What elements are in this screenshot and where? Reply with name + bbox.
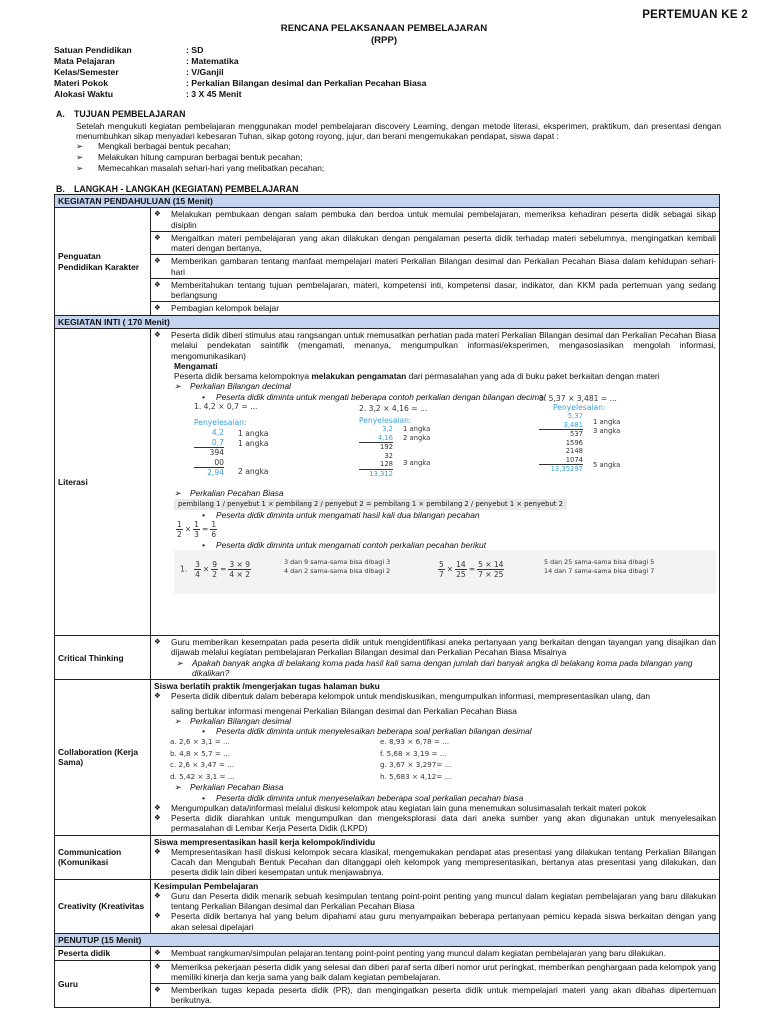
calc-line: 32 xyxy=(384,451,393,460)
task-text: Peserta didik diminta untuk mengati beberapa contoh perkalian dengan bilangan decimal xyxy=(216,391,546,402)
row-label-karakter: Penguatan Pendidikan Karakter xyxy=(55,208,151,315)
row-label-communication: Communication (Komunikasi xyxy=(55,835,151,879)
diamond-bullet-icon: ❖ xyxy=(154,330,161,340)
denominator: 2 xyxy=(212,570,218,579)
activity-text: Peserta didik bertanya hal yang belum dipahami atau guru menyampaikan beberapa pertanyaan pemicu kepada siswa berkaitan dengan yang akan selesai dipelajari xyxy=(171,911,716,932)
calc-line: 1596 xyxy=(565,438,583,447)
activity-text: Memberitahukan tentang tujuan pembelajaran, materi, kompetensi inti, kompetensi dasar, indikator, dan KKM pada pertemuan yang sedang berlangsung xyxy=(171,279,716,301)
section-number: A. xyxy=(56,109,65,119)
fraction-formula-row xyxy=(154,498,716,509)
denominator: 7 xyxy=(439,570,444,579)
activity-text: Peserta didik diarahkan untuk mengumpulkan dan mengeksplorasi data dari aneka sumber yang akan digunakan untuk menyelesaikan permasalahan di Lembar Kerja Peserta Didik (LKPD) xyxy=(171,813,716,834)
diamond-bullet-icon: ❖ xyxy=(154,948,161,958)
calc-note: 2 angka xyxy=(403,433,431,442)
frac-note: 3 dan 9 sama-sama bisa dibagi 3 xyxy=(284,558,391,566)
activity-item xyxy=(151,302,719,314)
calc-spacer xyxy=(403,442,430,459)
mengamati-heading: Mengamati xyxy=(174,360,218,371)
denominator: 4 × 2 xyxy=(229,570,250,579)
diamond-bullet-icon: ❖ xyxy=(154,846,161,856)
table-row xyxy=(55,947,720,960)
phase-pendahuluan: KEGIATAN PENDAHULUAN (15 Menit) xyxy=(55,195,720,208)
identity-row xyxy=(54,56,426,67)
activity-item xyxy=(154,847,716,878)
diamond-bullet-icon: ❖ xyxy=(154,802,161,812)
calc-note: 2 angka xyxy=(238,467,269,477)
fraction xyxy=(210,520,217,539)
subtopic-title: Perkalian Pecahan Biasa xyxy=(190,487,284,498)
activity-item xyxy=(154,803,716,813)
activity-item xyxy=(151,961,719,985)
activity-item xyxy=(151,279,719,303)
activity-text: Pembagian kelompok belajar xyxy=(171,303,280,314)
task-fraction xyxy=(154,793,716,803)
task-fraction-1 xyxy=(154,510,716,520)
arrow-bullet-icon: ➢ xyxy=(76,141,84,151)
activity-item xyxy=(154,637,716,658)
table-row xyxy=(55,680,720,836)
fraction xyxy=(228,560,251,579)
numerator: 1 xyxy=(194,519,199,529)
calc-line: 5,37 xyxy=(567,412,583,421)
activity-text: Memberikan tugas kepada peserta didik (PR), dan mengingatkan peserta didik untuk mempelajari materi yang akan dibahas dipertemuan berikutnya. xyxy=(171,985,716,1006)
calc-1 xyxy=(194,428,268,478)
solution-label: Penyelesaian: xyxy=(553,403,606,413)
creat-heading: Kesimpulan Pembelajaran xyxy=(154,880,259,891)
creativity-cell xyxy=(151,879,720,933)
calc-line: 13,312 xyxy=(369,469,393,478)
collaboration-cell xyxy=(151,680,720,836)
example-2 xyxy=(359,404,430,479)
diamond-bullet-icon: ❖ xyxy=(154,232,161,242)
calc-spacer xyxy=(238,448,268,467)
section-title: LANGKAH - LANGKAH (KEGIATAN) PEMBELAJARAN xyxy=(74,184,299,194)
dot-bullet-icon: • xyxy=(202,539,205,550)
fraction xyxy=(176,520,183,539)
task-text: Peserta didik diminta untuk menyelesaikan beberapa soal perkalian bilangan desimal xyxy=(216,726,532,737)
activity-item xyxy=(151,255,719,279)
activity-item xyxy=(154,948,716,958)
activity-item xyxy=(154,691,716,701)
fraction xyxy=(194,560,201,579)
calc-note: 1 angka xyxy=(403,425,431,434)
subtopic-title: Perkalian Pecahan Biasa xyxy=(190,782,284,793)
arrow-bullet-icon: ➢ xyxy=(76,152,84,162)
table-row xyxy=(55,835,720,879)
problem: e. 8,93 × 6,78 = ... xyxy=(380,737,450,747)
calc-line: 3,2 xyxy=(382,425,393,434)
calc-note: 3 angka xyxy=(593,426,621,435)
numerator: 1 xyxy=(211,519,217,529)
dot-bullet-icon: • xyxy=(202,509,205,520)
problem: d. 5,42 × 3,1 = ... xyxy=(170,771,235,781)
activity-text: Memeriksa pekerjaan peserta didik yang selesai dan diberi paraf serta diberi nomor urut peringkat, memberikan penghargaan pada kelompok yang memiliki kinerja dan kerja sama yang baik dalam kegiatan pembelajaran. xyxy=(171,961,716,982)
calc-line: 192 xyxy=(380,443,393,452)
identity-value: : V/Ganjil xyxy=(186,67,224,77)
activity-item xyxy=(154,330,716,361)
problem: h. 5,683 × 4,12= ... xyxy=(380,771,452,781)
diamond-bullet-icon: ❖ xyxy=(154,279,161,289)
identity-value: : 3 X 45 Menit xyxy=(186,89,242,99)
phase-penutup: PENUTUP (15 Menit) xyxy=(55,933,720,946)
task-text: Peserta didik diminta untuk menyeselaikan beberapa soal perkalian pecahan biasa xyxy=(216,792,524,803)
frac-example-1: 1. $\frac{3}{4}$ × $\frac{9}{2}$ = $\frac{3 \times 9}{4 \times 2}$ xyxy=(180,560,250,579)
fraction xyxy=(211,560,218,579)
critical-cell xyxy=(151,636,720,680)
section-number: B. xyxy=(56,184,65,194)
diamond-bullet-icon: ❖ xyxy=(154,985,161,995)
problem: b. 4,8 × 5,7 = ... xyxy=(170,748,231,758)
subtopic-title: Perkalian Bilangan desimal xyxy=(190,715,292,726)
calc-line: 537 xyxy=(570,430,583,439)
calc-note: 1 angka xyxy=(238,429,269,439)
frac-notes-1 xyxy=(284,558,390,576)
numerator: 3 xyxy=(195,560,200,569)
obs-pre: Peserta didik bersama kelompoknya xyxy=(174,371,312,382)
calc-note: 1 angka xyxy=(593,418,621,427)
diamond-bullet-icon: ❖ xyxy=(154,961,161,971)
table-row xyxy=(55,208,720,315)
example-3 xyxy=(539,394,620,473)
dot-bullet-icon: • xyxy=(202,792,205,803)
phase-inti: KEGIATAN INTI ( 170 Menit) xyxy=(55,315,720,328)
calc-line: 1074 xyxy=(539,456,583,465)
table-row xyxy=(55,879,720,933)
denominator: 25 xyxy=(456,570,466,579)
calc-notes xyxy=(238,428,268,478)
question-text: Apakah banyak angka di belakang koma pada hasil kali sama dengan jumlah dari banyak angka di belakang koma pada bilangan yang dikalikan? xyxy=(192,657,693,678)
example-1 xyxy=(194,402,268,478)
diamond-bullet-icon: ❖ xyxy=(154,256,161,266)
activity-item xyxy=(151,984,719,1007)
identity-key: Alokasi Waktu xyxy=(54,89,114,99)
identity-row xyxy=(54,45,426,56)
calc-note: 1 angka xyxy=(238,438,269,448)
row-label-critical: Critical Thinking xyxy=(55,636,151,680)
goal-text: Mengkali berbagai bentuk pecahan; xyxy=(98,141,231,151)
subtopic-title: Perkalian Bilangan decimal xyxy=(190,381,292,392)
diamond-bullet-icon: ❖ xyxy=(154,911,161,921)
denominator: 7 × 25 xyxy=(478,570,504,579)
calc-column xyxy=(194,428,224,478)
calc-line: 0,7 xyxy=(194,438,224,449)
subtopic-decimal xyxy=(154,381,716,391)
subtopic-decimal xyxy=(154,716,716,726)
section-title: TUJUAN PEMBELAJARAN xyxy=(74,109,186,119)
critical-question xyxy=(154,658,716,679)
goal-text: Melakukan hitung campuran berbagai bentuk pecahan; xyxy=(98,152,303,162)
pendahuluan-cell xyxy=(151,208,720,315)
example-problem: 3. 5,37 × 3,481 = ... xyxy=(539,393,617,403)
example-problem: 1. 4,2 × 0,7 = ... xyxy=(194,401,258,411)
phase-header-row xyxy=(55,315,720,328)
row-label-literasi: Literasi xyxy=(55,329,151,636)
activity-text: Melakukan pembukaan dengan salam pembuka dan berdoa untuk memulai pembelajaran, memeriksa kehadiran peserta didik sebagai sikap disiplin xyxy=(171,209,716,230)
calc-note: 5 angka xyxy=(593,461,621,470)
goals-list xyxy=(76,141,716,174)
calc-line: 2148 xyxy=(565,447,583,456)
arrow-bullet-icon: ➢ xyxy=(76,163,84,173)
goal-item xyxy=(76,163,716,174)
problem: g. 3,67 × 3,297= ... xyxy=(380,760,452,770)
fraction xyxy=(193,520,200,539)
frac-example-2: $\frac{5}{7}$ × $\frac{14}{25}$ = $\frac{5 \times 14}{7 \times 25}$ xyxy=(439,560,504,579)
identity-key: Mata Pelajaran xyxy=(54,56,115,66)
frac-note: 5 dan 25 sama-sama bisa dibagi 5 xyxy=(544,558,655,566)
identity-row xyxy=(54,89,426,100)
calc-line: 13,35297 xyxy=(550,464,583,473)
calc-column xyxy=(539,412,583,473)
calc-2 xyxy=(359,425,430,478)
solution-label: Penyelesaian: xyxy=(194,418,247,428)
identity-row xyxy=(54,67,426,78)
observation-text xyxy=(154,371,716,381)
identity-value: : Perkalian Bilangan desimal dan Perkalian Pecahan Biasa xyxy=(186,78,427,88)
section-a-intro: Setelah mengukuti kegiatan pembelajaran menggunakan model pembelajaran discovery Learning, dengan metode literasi, eksperimen, praktikum, dan presentasi dengan menumbuhkan sikap menyadari kebesaran Tuhan, sikap gotong royong, jujur, dan berani mengemukakan pendapat, siswa dapat : xyxy=(76,121,721,142)
activity-item xyxy=(154,911,716,932)
section-a-heading xyxy=(56,109,185,120)
activity-item xyxy=(151,232,719,256)
identity-row xyxy=(54,78,426,89)
numerator: 5 × 14 xyxy=(478,560,504,569)
calc-spacer xyxy=(593,435,620,461)
problem-grid xyxy=(154,736,716,782)
numerator: 14 xyxy=(456,560,466,569)
activity-text: Mempresentasikan hasil diskusi kelompok secara klasikal, mengemukakan pendapat atas presentasi yang dilakukan tentang Perkalian Bilangan Cacah dan Mengubah Bentuk Pecahan dan ditanggapi oleh kelompok yang mempresentasikan, bertanya atas presentasi yang dilakukan, dan peserta didik lain diberi kesempatan untuk menjawabnya. xyxy=(171,846,716,878)
problem: a. 2,6 × 3,1 = ... xyxy=(170,737,230,747)
row-label-collaboration: Collaboration (Kerja Sama) xyxy=(55,680,151,836)
literasi-cell xyxy=(151,329,720,636)
denominator: 3 xyxy=(194,529,199,539)
activity-item xyxy=(154,891,716,912)
arrow-bullet-icon: ➢ xyxy=(174,782,182,793)
identity-block xyxy=(54,45,426,100)
identity-key: Materi Pokok xyxy=(54,78,109,88)
diamond-bullet-icon: ❖ xyxy=(154,890,161,900)
collab-heading: Siswa berlatih praktik /mengerjakan tugas halaman buku xyxy=(154,681,380,692)
calc-line: 394 xyxy=(209,448,224,458)
dot-bullet-icon: • xyxy=(202,726,205,737)
task-fraction-2 xyxy=(154,540,716,550)
obs-post: dari permasalahan yang ada di buku paket berkaitan dengan materi xyxy=(406,371,660,382)
activity-item xyxy=(154,813,716,834)
row-label-creativity: Creativity (Kreativitas xyxy=(55,879,151,933)
frac-note: 14 dan 7 sama-sama bisa dibagi 7 xyxy=(544,567,655,575)
document-subtitle: (RPP) xyxy=(370,35,398,46)
table-row xyxy=(55,636,720,680)
identity-value: : SD xyxy=(186,45,204,55)
calc-3 xyxy=(539,412,620,473)
activity-text: Memberikan gambaran tentang manfaat mempelajari materi Perkalian Bilangan desimal dan Perkalian Pecahan Biasa dalam kehidupan sehari-hari xyxy=(171,256,716,277)
diamond-bullet-icon: ❖ xyxy=(154,303,161,313)
frac-note: 4 dan 2 sama-sama bisa dibagi 2 xyxy=(284,567,391,575)
guru-cell xyxy=(151,960,720,1007)
problem: f. 5,68 × 3,19 = ... xyxy=(380,748,447,758)
goal-item xyxy=(76,152,716,163)
comm-heading: Siswa mempresentasikan hasil kerja kelompok/individu xyxy=(154,836,376,847)
numerator: 3 × 9 xyxy=(229,560,250,569)
identity-key: Satuan Pendidikan xyxy=(54,45,132,55)
arrow-bullet-icon: ➢ xyxy=(174,715,182,726)
goal-item xyxy=(76,141,716,152)
numerator: 9 xyxy=(212,560,218,569)
calc-notes xyxy=(593,412,620,473)
arrow-bullet-icon: ➢ xyxy=(174,381,182,392)
dot-bullet-icon: • xyxy=(202,391,205,402)
phase-header-row xyxy=(55,195,720,208)
document-title: RENCANA PELAKSANAAN PEMBELAJARAN xyxy=(280,23,488,34)
diamond-bullet-icon: ❖ xyxy=(154,209,161,219)
task-decimal xyxy=(154,392,716,402)
denominator: 6 xyxy=(211,529,217,539)
row-label-guru: Guru xyxy=(55,960,151,1007)
calc-line: 00 xyxy=(194,458,224,469)
fraction-formula: pembilang 1 / penyebut 1 × pembilang 2 / penyebut 2 = pembilang 1 × pembilang 2 / penyebut 1 × penyebut 2 xyxy=(174,499,567,509)
frac-notes-2 xyxy=(544,558,654,576)
fraction xyxy=(438,560,445,579)
denominator: 2 xyxy=(177,529,182,539)
diamond-bullet-icon: ❖ xyxy=(154,637,161,647)
subtopic-fraction xyxy=(154,488,716,498)
subtopic-fraction xyxy=(154,782,716,792)
task-decimal xyxy=(154,726,716,736)
denominator: 4 xyxy=(195,570,200,579)
table-row xyxy=(55,960,720,1007)
activity-text: Membuat rangkuman/simpulan pelajaran.tentang point-point penting yang muncul dalam kegiatan pembelajaran yang baru dilakukan. xyxy=(171,948,666,959)
problem: c. 2,6 × 3,47 = ... xyxy=(170,760,234,770)
obs-bold: melakukan pengamatan xyxy=(311,371,407,382)
activity-text: Mengaitkan materi pembelajaran yang akan dilakukan dengan pengalaman peserta didik terhadap materi sebelumnya, mengingatkan kembali materi dengan bertanya, xyxy=(171,232,716,254)
peserta-cell xyxy=(151,947,720,960)
fraction xyxy=(477,560,504,579)
activity-text-cont: saling bertukar informasi mengenai Perkalian Bilangan desimal dan Perkalian Pecahan Biasa xyxy=(171,705,517,716)
diamond-bullet-icon: ❖ xyxy=(154,813,161,823)
fraction xyxy=(455,560,467,579)
calc-note: 3 angka xyxy=(403,459,431,468)
solution-label: Penyelesaian: xyxy=(359,416,412,426)
activity-text: Peserta didik diberi stimulus atau rangsangan untuk memusatkan perhatian pada materi Perkalian Bilangan desimal dan Perkalian Pecahan Biasa melalui pendekatan saintifik (mengamati, menanya, mengumpulkan informasi/eksperimen, mengasosiasikan mengolah informasi, mengomunikasikan) xyxy=(171,330,716,361)
calc-line: 3,481 xyxy=(539,421,583,430)
task-text: Peserta didik diminta untuk mengamati contoh perkalian pecahan berikut xyxy=(216,539,487,550)
task-text: Peserta didik diminta untuk mengamati hasil kali dua bilangan pecahan xyxy=(216,509,480,520)
table-row xyxy=(55,329,720,636)
numerator: 5 xyxy=(439,560,444,569)
calc-line: 4,16 xyxy=(359,434,393,444)
row-label-peserta: Peserta didik xyxy=(55,947,151,960)
fraction-example-simple: $\frac{1}{2}$ × $\frac{1}{3}$ = $\frac{1}{6}$ xyxy=(177,519,217,539)
activity-item xyxy=(151,208,719,232)
calc-line: 4,2 xyxy=(211,428,224,438)
diamond-bullet-icon: ❖ xyxy=(154,691,161,701)
activity-text: Guru dan Peserta didik menarik sebuah kesimpulan tentang point-point penting yang muncul dalam kegiatan pembelajaran yang baru dilakukan tentang Perkalian Bilangan desimal dan Perkalian Pecahan Biasa xyxy=(171,890,716,912)
example-problem: 2. 3,2 × 4,16 = ... xyxy=(359,403,428,413)
identity-key: Kelas/Semester xyxy=(54,67,119,77)
activity-text: Peserta didik dibentuk dalam beberapa kelompok untuk mendiskusikan, mengumpulkan informasi, mempresentasikan ulang, dan xyxy=(171,691,651,702)
activity-table xyxy=(54,194,720,1008)
arrow-bullet-icon: ➢ xyxy=(174,487,182,498)
fraction-simplify-example xyxy=(174,550,716,594)
activity-text: Guru memberikan kesempatan pada peserta didik untuk mengidentifikasi aneka pertanyaan yang berkaitan dengan tayangan yang disajikan dan dijawab melalui kegiatan pembelajaran Perkalian Bilangan desimal dan Perkalian Pecahan Biasa Misalnya xyxy=(171,637,716,658)
activity-text: Mengumpulkan data/informasi melalui diskusi kelompok atau kegiatan lain guna menemukan solusimasalah terkait materi pokok xyxy=(171,802,647,813)
phase-header-row xyxy=(55,933,720,946)
meeting-number: PERTEMUAN KE 2 xyxy=(642,9,748,21)
communication-cell xyxy=(151,835,720,879)
calc-line: 128 xyxy=(359,460,393,470)
numerator: 1 xyxy=(177,519,182,529)
calc-notes xyxy=(403,425,430,478)
calc-line: 2,94 xyxy=(207,468,224,478)
goal-text: Memecahkan masalah sehari-hari yang melibatkan pecahan; xyxy=(98,163,325,173)
arrow-bullet-icon: ➢ xyxy=(176,657,184,668)
identity-value: : Matematika xyxy=(186,56,239,66)
calc-column xyxy=(359,425,393,478)
